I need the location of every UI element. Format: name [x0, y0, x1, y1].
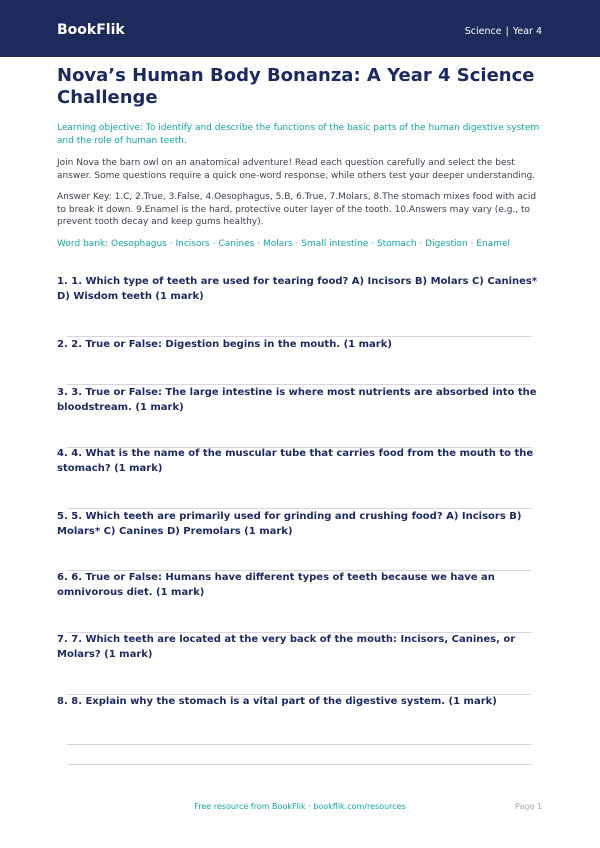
question-5: 5. 5. Which teeth are primarily used for grinding and crushing food? A) Incisors B) Molars* C) Canines D) Premolars (1 mark) [57, 511, 522, 537]
question-1: 1. 1. Which type of teeth are used for tearing food? A) Incisors B) Molars C) Canines* D) Wisdom teeth (1 mark) [57, 276, 538, 302]
answer-line[interactable] [67, 764, 531, 765]
learning-objective: Learning objective: To identify and describe the functions of the basic parts of the human digestive system and the role of human teeth. [57, 123, 540, 146]
page-header [0, 0, 600, 57]
subject-label: Science [464, 26, 502, 37]
subject-year-label [465, 26, 542, 37]
answer-key: Answer Key: 1.C, 2.True, 3.False, 4.Oesophagus, 5.B, 6.True, 7.Molars, 8.The stomach mixes food with acid to break it down. 9.Enamel is the hard, protective outer layer of the tooth. 10.Answers may vary (e.g., to prevent tooth decay and keep gums healthy). [57, 192, 537, 227]
answer-line[interactable] [67, 744, 531, 745]
footer-credit: Free resource from BookFlik · bookflik.com/resources [194, 802, 406, 811]
question-4: 4. 4. What is the name of the muscular tube that carries food from the mouth to the stomach? (1 mark) [57, 448, 534, 474]
worksheet-intro [57, 65, 543, 250]
question-3: 3. 3. True or False: The large intestine is where most nutrients are absorbed into the bloodstream. (1 mark) [57, 387, 537, 413]
question-2: 2. 2. True or False: Digestion begins in the mouth. (1 mark) [57, 339, 392, 350]
question-6: 6. 6. True or False: Humans have different types of teeth because we have an omnivorous diet. (1 mark) [57, 572, 495, 598]
page-number: Page 1 [515, 802, 542, 811]
word-bank: Word bank: Oesophagus · Incisors · Canines · Molars · Small intestine · Stomach · Digestion · Enamel [57, 238, 511, 249]
brand-logo-text: BookFlik [57, 22, 125, 38]
question-8: 8. 8. Explain why the stomach is a vital part of the digestive system. (1 mark) [57, 696, 497, 707]
worksheet-title: Nova’s Human Body Bonanza: A Year 4 Science Challenge [57, 65, 535, 108]
intro-paragraph: Join Nova the barn owl on an anatomical adventure! Read each question carefully and select the best answer. Some questions require a quick one-word response, while others test your deeper understanding. [57, 158, 536, 181]
question-7: 7. 7. Which teeth are located at the very back of the mouth: Incisors, Canines, or Molars? (1 mark) [57, 634, 516, 660]
subject-separator: | [505, 26, 509, 37]
year-label: Year 4 [512, 26, 542, 37]
